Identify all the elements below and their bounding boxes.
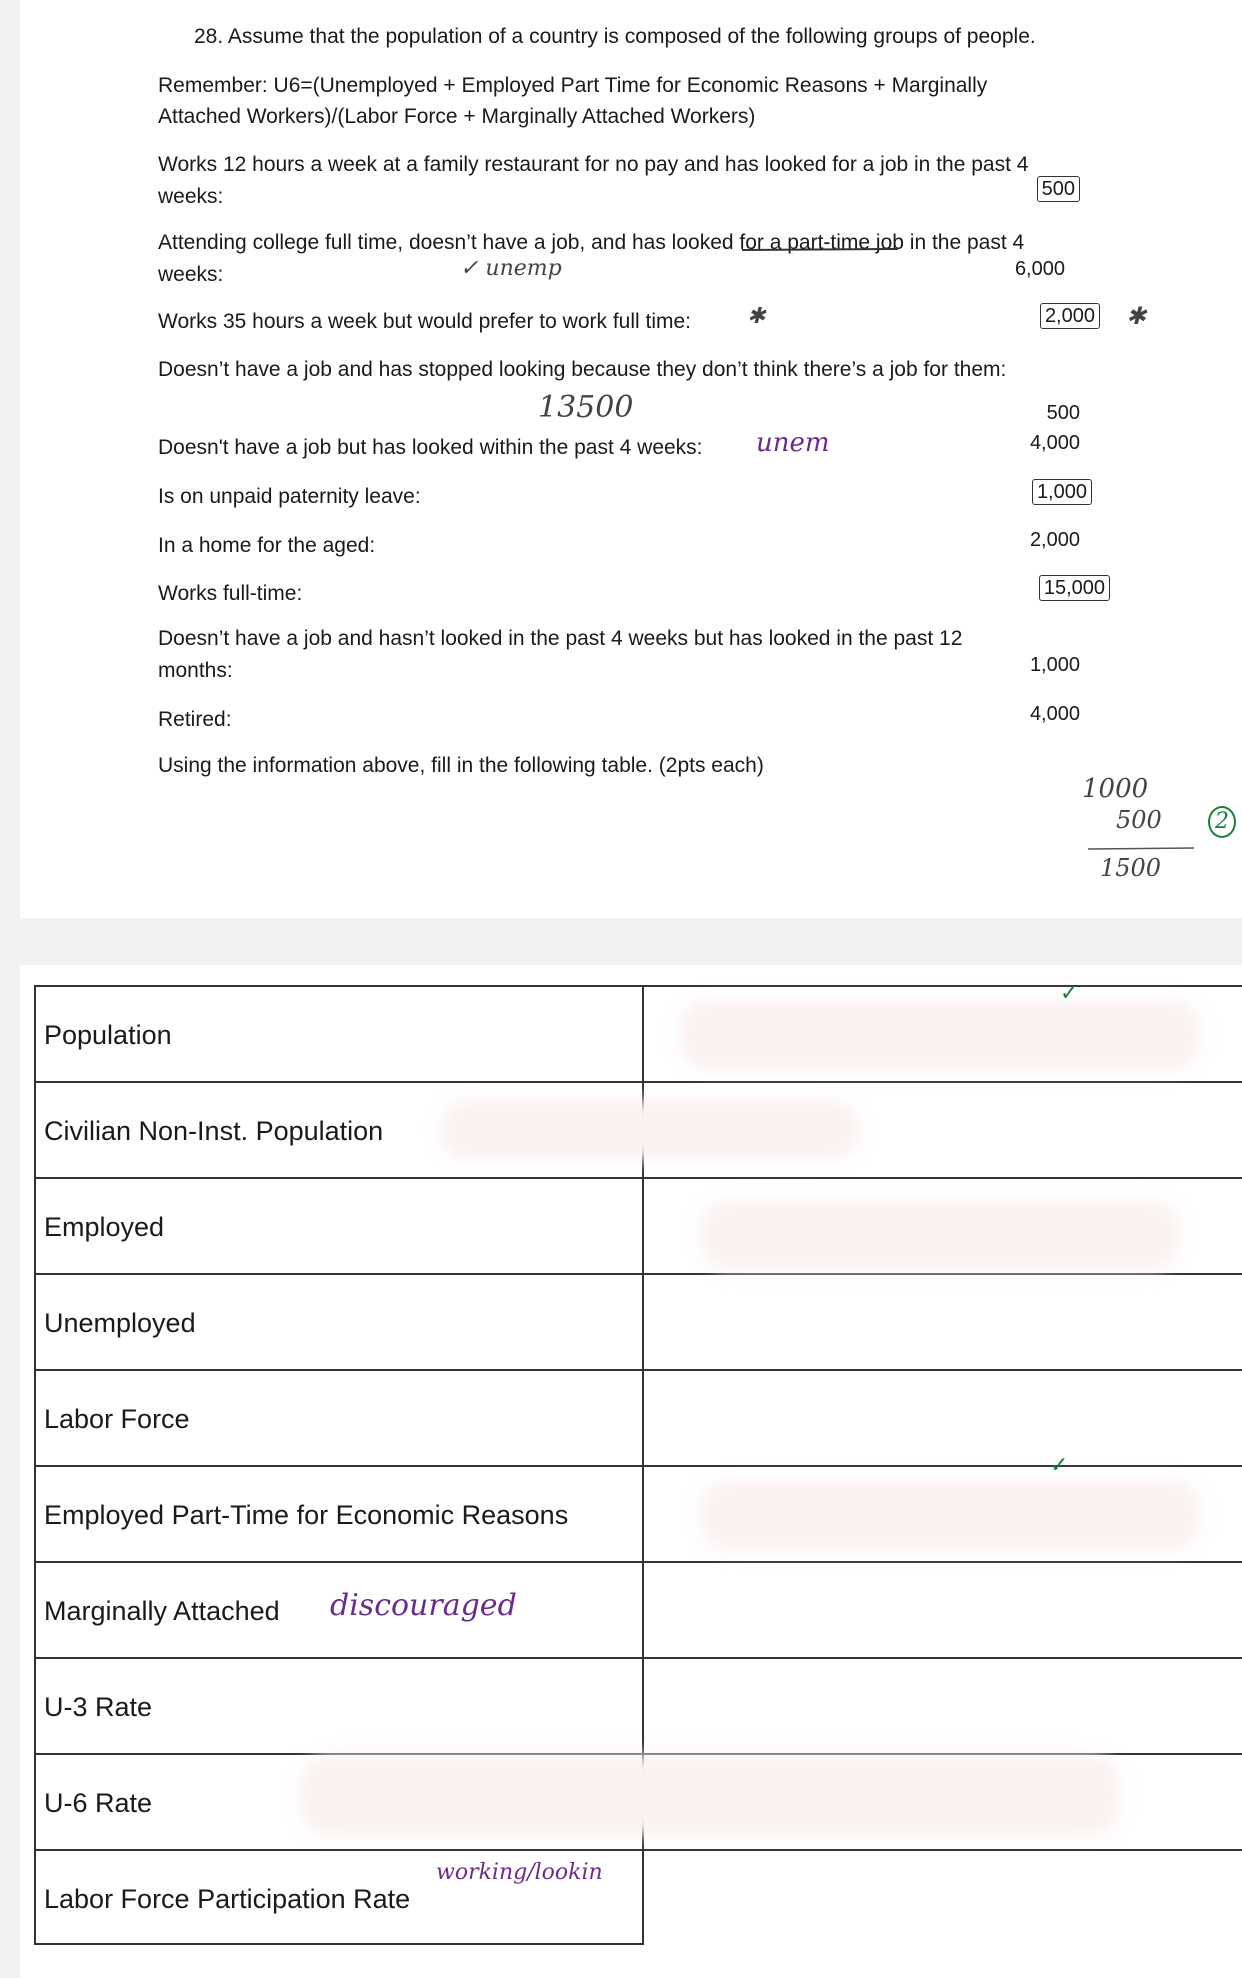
group-7-text: In a home for the aged: (158, 534, 376, 557)
group-8-text: Works full-time: (158, 582, 303, 605)
group-3-text: Works 35 hours a week but would prefer to work full time: (158, 310, 692, 333)
group-3-amount: 2,000 (1020, 305, 1100, 328)
row-label-population: Population (34, 985, 644, 1081)
underline-mark (740, 246, 900, 254)
row-label-u6: U-6 Rate (34, 1753, 644, 1849)
question-title: 28. Assume that the population of a country is composed of the following groups of people. (194, 25, 1036, 48)
group-6-amount: 1,000 (1012, 481, 1092, 504)
redaction-blot (440, 1100, 860, 1160)
group-1-text: Works 12 hours a week at a family restaurant for no pay and has looked for a job in the past 4 (158, 153, 1029, 176)
group-7-amount: 2,000 (1029, 529, 1080, 551)
row-value-lfpr[interactable] (644, 1849, 1242, 1945)
calc-1500: 1500 (1100, 854, 1162, 882)
group-10-amount: 4,000 (1029, 703, 1080, 725)
group-9-text-cont: months: (158, 659, 233, 682)
asterisk-mark-right: ✱ (1126, 302, 1147, 330)
working-note: working/lookin (436, 1860, 603, 1885)
group-2-text-cont: weeks: (158, 263, 224, 286)
group-5-text: Doesn't have a job but has looked within the past 4 weeks: (158, 436, 703, 459)
row-label-u3: U-3 Rate (34, 1657, 644, 1753)
row-label-lfpr: Labor Force Participation Rate (34, 1849, 644, 1945)
group-2-amount: 6,000 (1014, 258, 1065, 280)
row-value-unemployed[interactable] (644, 1273, 1242, 1369)
redaction-blot (680, 1000, 1200, 1070)
redaction-blot (700, 1480, 1200, 1550)
reminder-line-2: Attached Workers)/(Labor Force + Marginally Attached Workers) (158, 105, 756, 128)
instruction-text: Using the information above, fill in the following table. (2pts each) (158, 754, 764, 777)
calc-500: 500 (1116, 806, 1162, 834)
redaction-blot (300, 1755, 1120, 1835)
table-row-unemployed (34, 1273, 1242, 1369)
row-label-employed: Employed (34, 1177, 644, 1273)
redaction-blot (700, 1200, 1180, 1270)
group-10-text: Retired: (158, 708, 232, 731)
group-4-text: Doesn’t have a job and has stopped looking because they don’t think there’s a job for them: (158, 358, 1007, 381)
row-value-labor-force[interactable] (644, 1369, 1242, 1465)
check-mark: ✓ (1060, 980, 1079, 1005)
reminder-line-1: Remember: U6=(Unemployed + Employed Part Time for Economic Reasons + Marginally (158, 74, 988, 97)
group-9-text: Doesn’t have a job and hasn’t looked in the past 4 weeks but has looked in the past 12 (158, 627, 963, 650)
calc-1000: 1000 (1082, 774, 1149, 804)
table-row-marginally (34, 1561, 1242, 1657)
row-label-labor-force: Labor Force (34, 1369, 644, 1465)
table-row-u3 (34, 1657, 1242, 1753)
row-label-civilian: Civilian Non-Inst. Population (34, 1081, 644, 1177)
table-row-lfpr (34, 1849, 1242, 1945)
sum-note: 13500 (538, 390, 634, 425)
group-5-amount: 4,000 (1029, 432, 1080, 454)
row-label-unemployed: Unemployed (34, 1273, 644, 1369)
sum-line (1086, 846, 1196, 852)
group-4-amount: 500 (1046, 402, 1080, 424)
unem-note: unem (756, 428, 830, 458)
group-8-amount: 15,000 (1030, 577, 1110, 600)
check-mark: ✓ (1050, 1452, 1069, 1477)
group-6-text: Is on unpaid paternity leave: (158, 485, 421, 508)
asterisk-mark: ✱ (747, 304, 766, 329)
row-label-marginally: Marginally Attached (34, 1561, 644, 1657)
row-value-u3[interactable] (644, 1657, 1242, 1753)
row-value-marginally[interactable] (644, 1561, 1242, 1657)
discouraged-note: discouraged (330, 1588, 517, 1623)
group-9-amount: 1,000 (1029, 654, 1080, 676)
group-1-text-cont: weeks: (158, 185, 224, 208)
unemp-note: ✓ unemp (460, 256, 562, 281)
group-1-amount: 500 (1000, 178, 1080, 201)
table-row-labor-force (34, 1369, 1242, 1465)
row-label-part-time: Employed Part-Time for Economic Reasons (34, 1465, 644, 1561)
group-2-text: Attending college full time, doesn’t have a job, and has looked for a part-time job in the past 4 (158, 231, 1025, 254)
score-circle: 2 (1208, 806, 1236, 838)
